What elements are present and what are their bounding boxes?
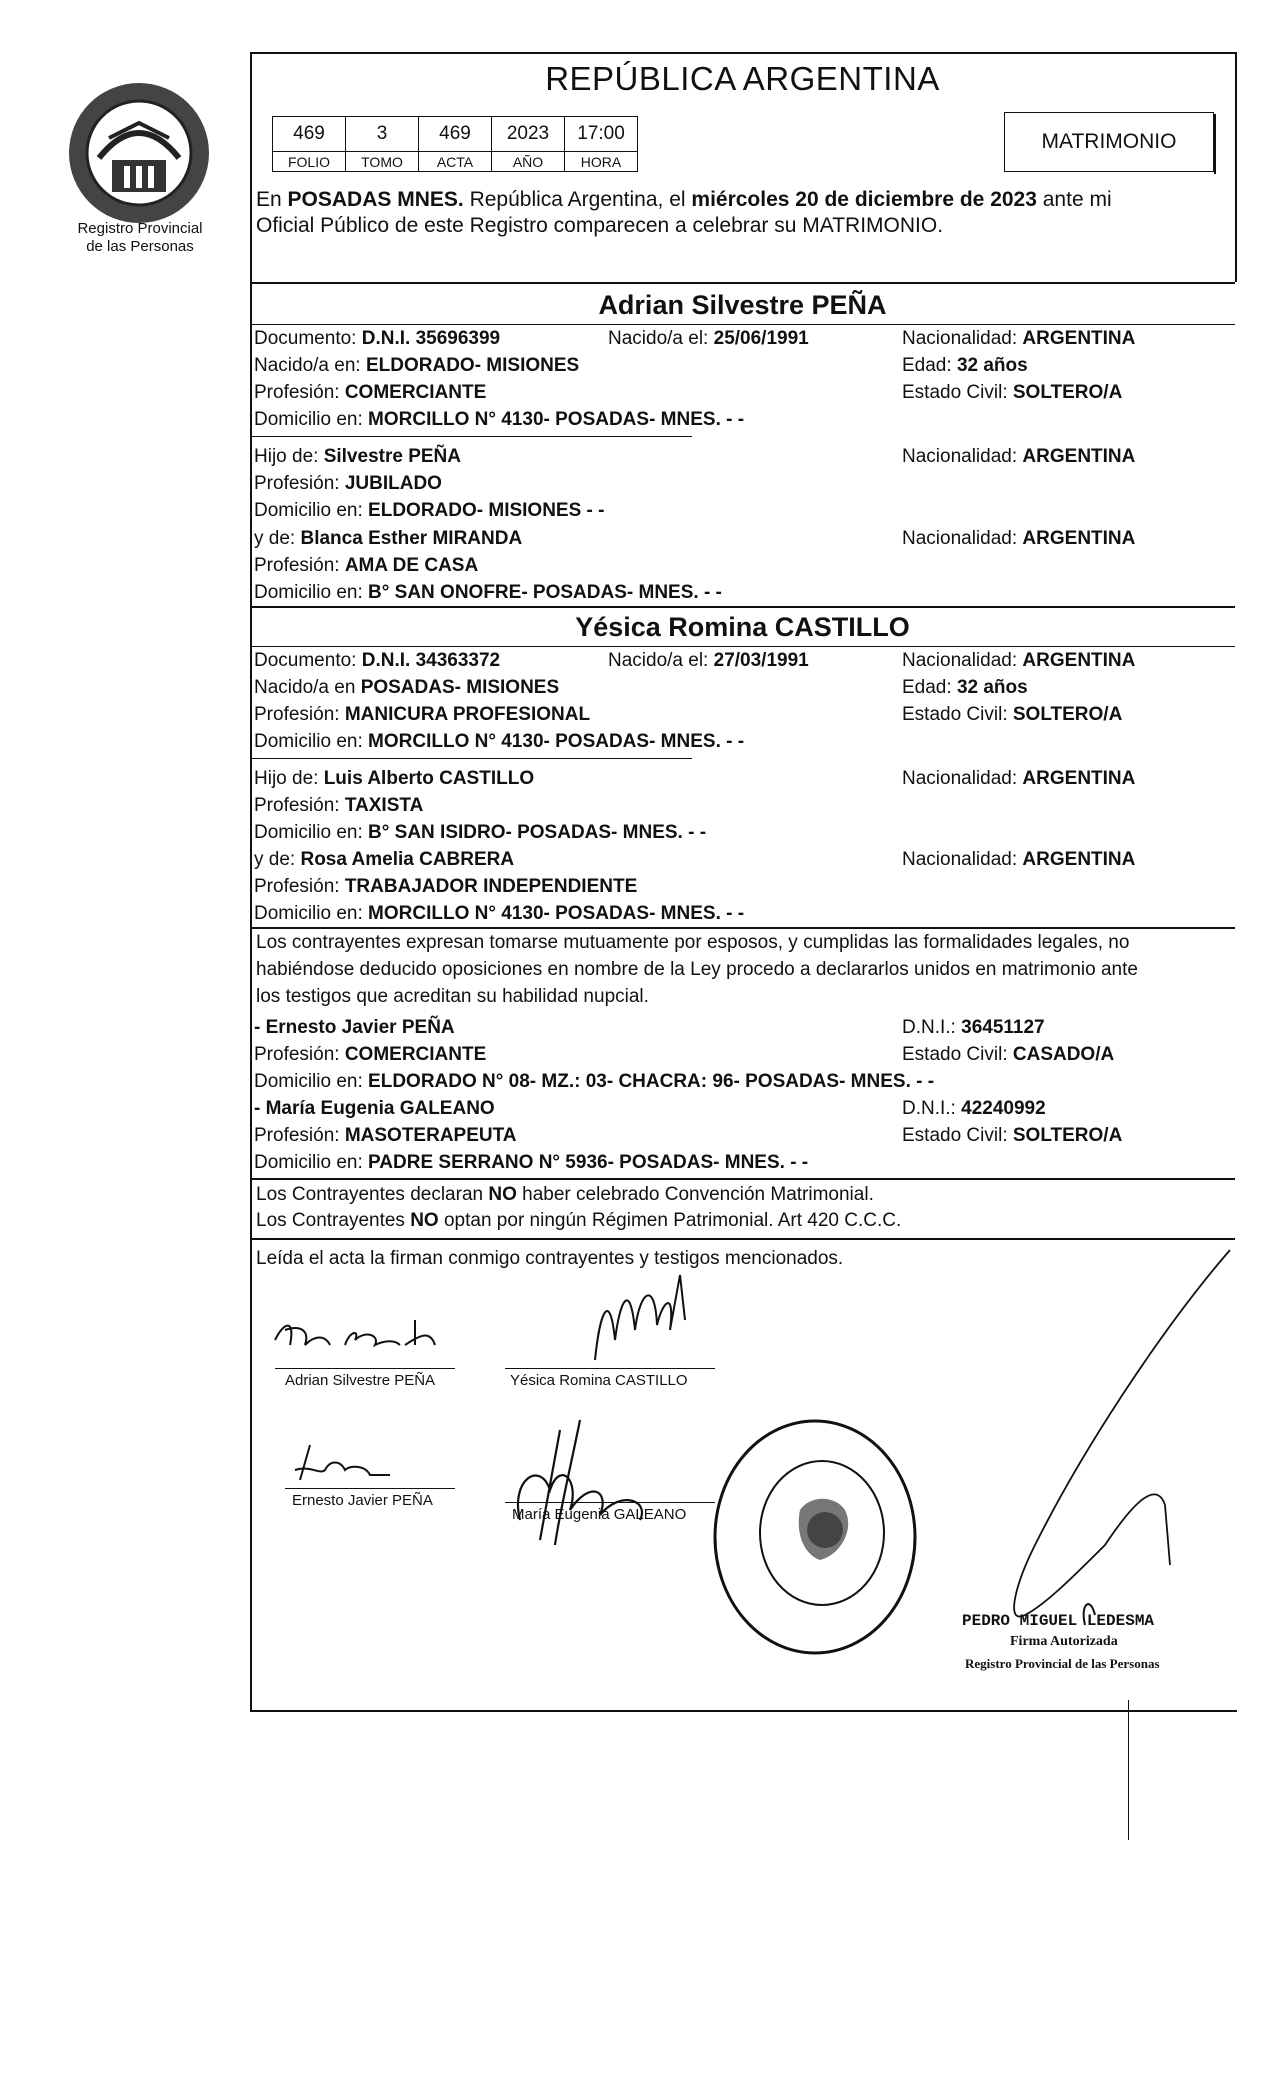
signature-line [285,1488,455,1489]
spouse2-name: Yésica Romina CASTILLO [575,612,910,642]
official-stamp-icon [710,1415,920,1660]
spouse2-civil-status: Estado Civil: SOLTERO/A [902,704,1123,725]
spouse2-birthplace: Nacido/a en POSADAS- MISIONES [254,677,560,698]
spouse1-age: Edad: 32 años [902,355,1028,376]
signature-label-witness1: Ernesto Javier PEÑA [292,1492,433,1509]
signature-witness2-icon [500,1420,700,1550]
witness1-profession: Profesión: COMERCIANTE [254,1044,487,1065]
officer-office: Registro Provincial de las Personas [965,1656,1160,1671]
spouse2-birthdate: Nacido/a el: 27/03/1991 [608,650,809,671]
record-reference-table [272,116,638,172]
signature-witness1-icon [290,1440,410,1490]
spouse1-nationality: Nacionalidad: ARGENTINA [902,328,1136,349]
tomo-value: 3 [346,117,419,152]
hour-label: HORA [565,152,638,172]
spouse2-document: Documento: D.N.I. 34363372 [254,650,501,671]
spouse1-birthplace: Nacido/a en: ELDORADO- MISIONES [254,355,580,376]
divider [252,282,1235,284]
page-title: REPÚBLICA ARGENTINA [545,60,940,97]
declaration-line-2: habiéndose deducido oposiciones en nombre de la Ley procedo a declararlos unidos en matrimonio ante [256,959,1138,980]
hour-value: 17:00 [565,117,638,152]
spouse1-mother-nationality: Nacionalidad: ARGENTINA [902,528,1136,549]
folio-value: 469 [273,117,346,152]
signature-line [505,1502,715,1503]
spouse1-profession: Profesión: COMERCIANTE [254,382,487,403]
witness2-profession: Profesión: MASOTERAPEUTA [254,1125,517,1146]
spouse2-mother-profession: Profesión: TRABAJADOR INDEPENDIENTE [254,876,638,897]
registry-caption-line-1: Registro Provincial [77,220,203,237]
divider [252,606,1235,608]
signature-spouse2-icon [585,1270,695,1370]
acta-label: ACTA [419,152,492,172]
divider [252,436,692,437]
witness2-name: - María Eugenia GALEANO [254,1098,495,1119]
witness2-civil-status: Estado Civil: SOLTERO/A [902,1125,1123,1146]
spouse1-civil-status: Estado Civil: SOLTERO/A [902,382,1123,403]
spouse1-father-profession: Profesión: JUBILADO [254,473,442,494]
spouse1-birthdate: Nacido/a el: 25/06/1991 [608,328,809,349]
signature-line [275,1368,455,1369]
spouse2-address: Domicilio en: MORCILLO N° 4130- POSADAS- MNES. - - [254,731,745,752]
acta-value: 469 [419,117,492,152]
witness1-address: Domicilio en: ELDORADO N° 08- MZ.: 03- CHACRA: 96- POSADAS- MNES. - - [254,1071,935,1092]
witness2-dni: D.N.I.: 42240992 [902,1098,1046,1119]
spouse2-age: Edad: 32 años [902,677,1028,698]
record-type-box: MATRIMONIO [1004,112,1214,172]
spouse2-mother: y de: Rosa Amelia CABRERA [254,849,515,870]
seal-emblem-icon [64,78,214,228]
record-type-box-shadow [1208,114,1216,174]
registry-caption [40,220,240,256]
spouse2-mother-nationality: Nacionalidad: ARGENTINA [902,849,1136,870]
frame-right-edge [1235,52,1237,282]
spouse2-profession: Profesión: MANICURA PROFESIONAL [254,704,591,725]
convention-line-2: Los Contrayentes NO optan por ningún Régimen Patrimonial. Art 420 C.C.C. [256,1210,902,1231]
spouse1-father-nationality: Nacionalidad: ARGENTINA [902,446,1136,467]
spouse1-mother-profession: Profesión: AMA DE CASA [254,555,479,576]
spouse2-nationality: Nacionalidad: ARGENTINA [902,650,1136,671]
declaration-line-3: los testigos que acreditan su habilidad nupcial. [256,986,649,1007]
divider [252,324,1235,325]
spouse1-father-address: Domicilio en: ELDORADO- MISIONES - - [254,500,605,521]
signature-spouse1-icon [265,1300,485,1370]
spouse2-father: Hijo de: Luis Alberto CASTILLO [254,768,535,789]
signature-officer-icon [965,1245,1235,1665]
witness2-address: Domicilio en: PADRE SERRANO N° 5936- POSADAS- MNES. - - [254,1152,809,1173]
declaration-line-1: Los contrayentes expresan tomarse mutuamente por esposos, y cumplidas las formalidades legales, no [256,932,1130,953]
spouse2-father-profession: Profesión: TAXISTA [254,795,424,816]
divider [252,1238,1235,1240]
spouse1-name: Adrian Silvestre PEÑA [598,290,887,320]
officer-name: PEDRO MIGUEL LEDESMA [962,1612,1155,1630]
convention-line-1: Los Contrayentes declaran NO haber celebrado Convención Matrimonial. [256,1184,874,1205]
tomo-label: TOMO [346,152,419,172]
divider [252,1178,1235,1180]
signature-line [505,1368,715,1369]
signature-label-spouse1: Adrian Silvestre PEÑA [285,1372,436,1389]
registry-seal-logo [64,78,214,228]
spouse2-father-address: Domicilio en: B° SAN ISIDRO- POSADAS- MNES. - - [254,822,707,843]
witness1-civil-status: Estado Civil: CASADO/A [902,1044,1115,1065]
spouse1-mother-address: Domicilio en: B° SAN ONOFRE- POSADAS- MNES. - - [254,582,722,603]
spouse2-mother-address: Domicilio en: MORCILLO N° 4130- POSADAS- MNES. - - [254,903,745,924]
year-value: 2023 [492,117,565,152]
signature-label-witness2: María Eugenia GALEANO [512,1506,687,1523]
registry-caption-line-2: de las Personas [86,238,194,255]
spouse1-father: Hijo de: Silvestre PEÑA [254,446,461,467]
officer-role: Firma Autorizada [1010,1634,1118,1649]
signature-label-spouse2: Yésica Romina CASTILLO [510,1372,688,1389]
witness1-dni: D.N.I.: 36451127 [902,1017,1045,1038]
folio-label: FOLIO [273,152,346,172]
intro-line-1: En POSADAS MNES. República Argentina, el miércoles 20 de diciembre de 2023 ante mi [256,188,1112,211]
closing-statement: Leída el acta la firman conmigo contrayentes y testigos mencionados. [256,1248,844,1269]
spouse1-document: Documento: D.N.I. 35696399 [254,328,501,349]
stray-pen-stroke [1128,1700,1129,1840]
intro-line-2: Oficial Público de este Registro comparecen a celebrar su MATRIMONIO. [256,214,944,237]
spouse1-mother: y de: Blanca Esther MIRANDA [254,528,523,549]
spouse1-address: Domicilio en: MORCILLO N° 4130- POSADAS- MNES. - - [254,409,745,430]
year-label: AÑO [492,152,565,172]
spouse2-father-nationality: Nacionalidad: ARGENTINA [902,768,1136,789]
witness1-name: - Ernesto Javier PEÑA [254,1017,455,1038]
divider [252,927,1235,929]
divider [252,646,1235,647]
divider [252,758,692,759]
